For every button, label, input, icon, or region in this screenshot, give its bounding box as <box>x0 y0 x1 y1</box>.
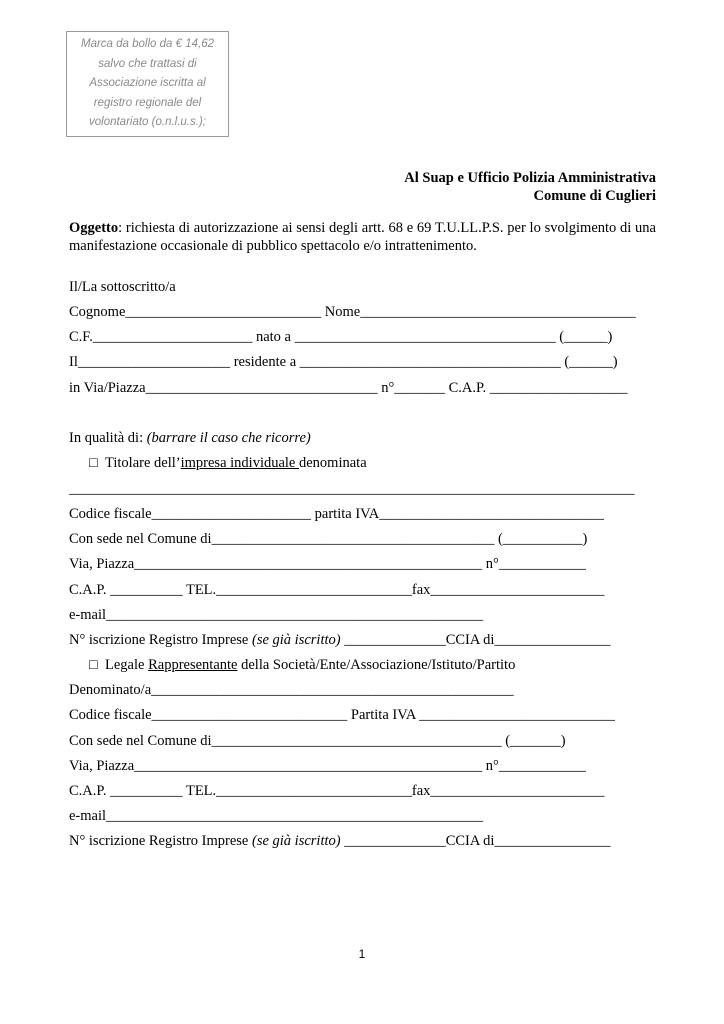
company-name-field[interactable]: ______________________________________________________________________________ <box>69 481 635 497</box>
option-title-underlined: impresa individuale <box>180 455 299 471</box>
entity-street-field[interactable]: Via, Piazza________________________________________________ n°____________ <box>69 758 586 774</box>
registry-prefix: N° iscrizione Registro Imprese <box>69 833 252 849</box>
registry-hint: (se già iscritto) <box>251 833 341 849</box>
option-title-underlined: Rappresentante <box>148 657 238 673</box>
registry-hint: (se già iscritto) <box>251 632 341 648</box>
checkbox-icon[interactable]: □ <box>89 455 98 471</box>
stamp-line: Associazione iscritta al <box>89 77 206 90</box>
company-street-field[interactable]: Via, Piazza________________________________________________ n°____________ <box>69 556 586 572</box>
entity-registry-field[interactable] <box>69 833 610 850</box>
subject-label: Oggetto <box>69 220 119 236</box>
revenue-stamp-box <box>66 31 229 137</box>
option-sole-proprietor[interactable] <box>89 455 367 472</box>
stamp-line: registro regionale del <box>93 96 202 109</box>
entity-tax-vat-field[interactable]: Codice fiscale___________________________ Partita IVA ___________________________ <box>69 707 615 723</box>
addressee-line-1: Al Suap e Ufficio Polizia Amministrativa <box>404 170 656 186</box>
stamp-line: volontariato (o.n.l.u.s.); <box>89 116 206 129</box>
registry-suffix: ______________CCIA di________________ <box>340 632 611 648</box>
entity-municipality-field[interactable]: Con sede nel Comune di________________________________________ (_______) <box>69 733 566 749</box>
entity-zip-phone-fax-field[interactable]: C.A.P. __________ TEL.___________________________fax________________________ <box>69 783 605 799</box>
entity-email-field[interactable]: e-mail____________________________________________________ <box>69 808 484 824</box>
company-email-field[interactable]: e-mail____________________________________________________ <box>69 607 484 623</box>
option-title-suffix: denominata <box>299 455 367 471</box>
option-legal-representative[interactable] <box>89 657 515 674</box>
tax-code-birthplace-field[interactable]: C.F.______________________ nato a ____________________________________ (______) <box>69 329 613 345</box>
stamp-line: Marca da bollo da € 14,62 <box>81 38 214 51</box>
option-title-suffix: della Società/Ente/Associazione/Istituto/Partito <box>237 657 516 673</box>
page-number: 1 <box>358 947 366 961</box>
capacity-heading <box>69 430 311 447</box>
applicant-intro: Il/La sottoscritto/a <box>69 279 176 295</box>
company-zip-phone-fax-field[interactable]: C.A.P. __________ TEL.___________________________fax________________________ <box>69 582 605 598</box>
registry-suffix: ______________CCIA di________________ <box>340 833 611 849</box>
company-municipality-field[interactable]: Con sede nel Comune di_______________________________________ (___________) <box>69 531 588 547</box>
surname-name-field[interactable]: Cognome___________________________ Nome______________________________________ <box>69 304 636 320</box>
capacity-label: In qualità di: <box>69 430 147 446</box>
checkbox-icon[interactable]: □ <box>89 657 98 673</box>
entity-name-field[interactable]: Denominato/a__________________________________________________ <box>69 682 514 698</box>
stamp-line: salvo che trattasi di <box>98 57 197 70</box>
address-field[interactable]: in Via/Piazza________________________________ n°_______ C.A.P. ___________________ <box>69 380 628 396</box>
company-tax-vat-field[interactable]: Codice fiscale______________________ partita IVA_______________________________ <box>69 506 604 522</box>
registry-prefix: N° iscrizione Registro Imprese <box>69 632 252 648</box>
subject-text: : richiesta di autorizzazione ai sensi degli artt. 68 e 69 T.U.LL.P.S. per lo svolgimento di una manifestazione occasionale di pubblico spettacolo e/o intrattenimento. <box>69 220 656 254</box>
option-title-prefix: Legale <box>105 657 149 673</box>
capacity-hint: (barrare il caso che ricorre) <box>146 430 311 446</box>
subject-paragraph <box>69 219 656 255</box>
company-registry-field[interactable] <box>69 632 610 649</box>
addressee-line-2: Comune di Cuglieri <box>533 188 656 204</box>
birthdate-residence-field[interactable]: Il_____________________ residente a ____________________________________ (______) <box>69 354 618 370</box>
option-title-prefix: Titolare dell’ <box>105 455 181 471</box>
